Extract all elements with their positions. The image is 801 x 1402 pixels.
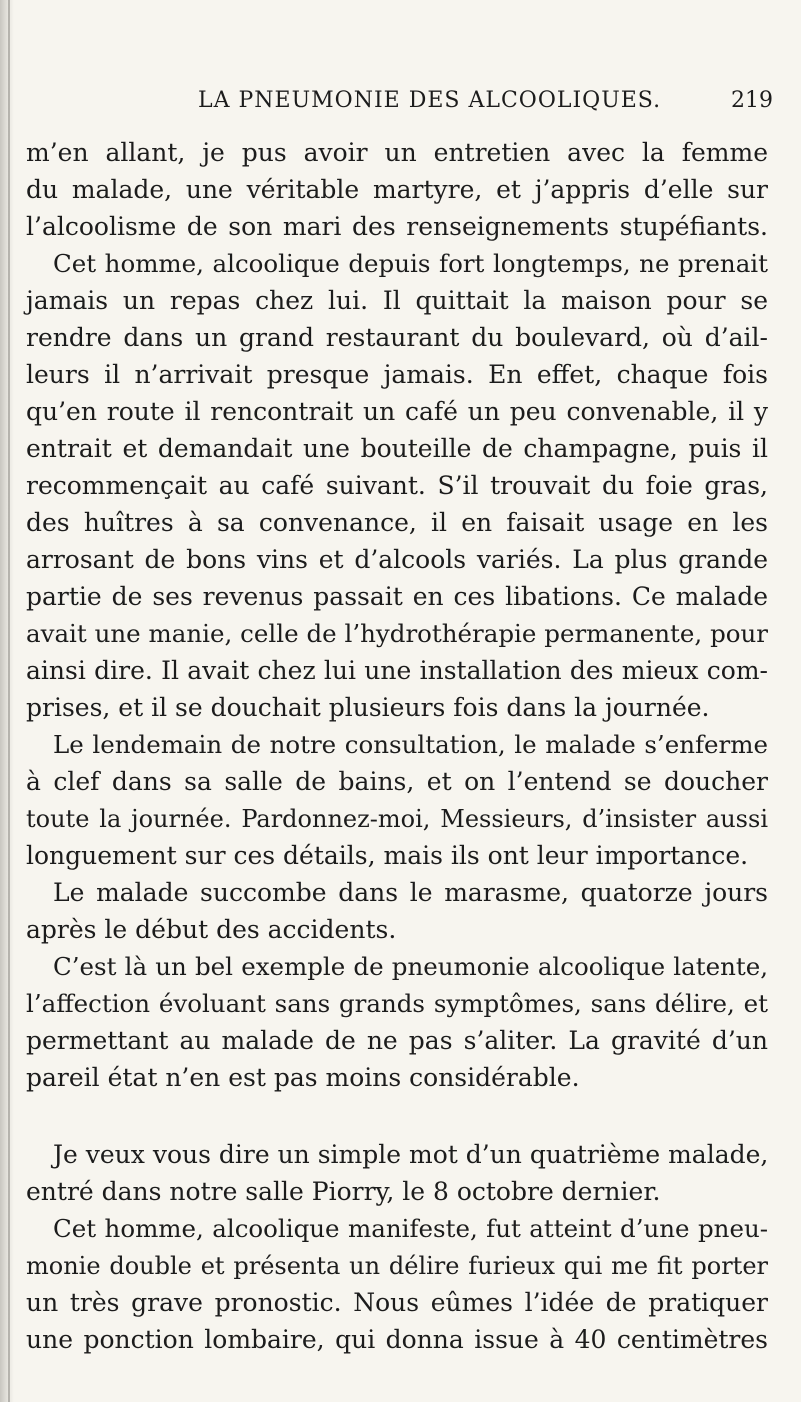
- running-title: LA PNEUMONIE DES ALCOOLIQUES.: [198, 88, 662, 113]
- text-line: C’est là un bel exemple de pneumonie alcoolique latente,: [53, 952, 768, 981]
- text-line: prises, et il se douchait plusieurs fois dans la journée.: [26, 693, 710, 722]
- text-line: une ponction lombaire, qui donna issue à 40 centimètres: [26, 1325, 768, 1354]
- text-line: l’alcoolisme de son mari des renseignements stupéfiants.: [26, 212, 768, 241]
- text-line: monie double et présenta un délire furieux qui me fit porter: [26, 1252, 768, 1280]
- text-line: entrait et demandait une bouteille de champagne, puis il: [26, 434, 768, 463]
- text-line: Je veux vous dire un simple mot d’un quatrième malade,: [53, 1140, 769, 1169]
- text-line: jamais un repas chez lui. Il quittait la maison pour se: [26, 286, 768, 315]
- text-line: ainsi dire. Il avait chez lui une installation des mieux com-: [26, 656, 768, 685]
- text-line: à clef dans sa salle de bains, et on l’entend se doucher: [26, 767, 768, 796]
- text-line: pareil état n’en est pas moins considérable.: [26, 1063, 580, 1092]
- text-line: un très grave pronostic. Nous eûmes l’idée de pratiquer: [26, 1288, 768, 1317]
- text-line: après le début des accidents.: [26, 915, 397, 944]
- text-line: Le malade succombe dans le marasme, quatorze jours: [53, 878, 768, 907]
- text-line: des huîtres à sa convenance, il en faisait usage en les: [26, 508, 768, 537]
- text-line: Le lendemain de notre consultation, le malade s’enferme: [53, 730, 768, 759]
- text-line: du malade, une véritable martyre, et j’appris d’elle sur: [26, 175, 768, 204]
- text-line: entré dans notre salle Piorry, le 8 octobre dernier.: [26, 1177, 661, 1206]
- text-line: m’en allant, je pus avoir un entretien avec la femme: [26, 138, 768, 167]
- text-line: longuement sur ces détails, mais ils ont leur importance.: [26, 841, 749, 870]
- page-binding-shadow: [0, 0, 14, 1402]
- text-line: leurs il n’arrivait presque jamais. En effet, chaque fois: [26, 360, 768, 389]
- text-line: Cet homme, alcoolique depuis fort longtemps, ne prenait: [53, 249, 768, 278]
- text-line: toute la journée. Pardonnez-moi, Messieurs, d’insister aussi: [26, 805, 768, 833]
- text-line: l’affection évoluant sans grands symptômes, sans délire, et: [26, 989, 768, 1018]
- page-number: 219: [731, 88, 773, 113]
- page-binding-edge: [8, 0, 10, 1402]
- text-line: qu’en route il rencontrait un café un peu convenable, il y: [26, 397, 768, 426]
- text-line: Cet homme, alcoolique manifeste, fut atteint d’une pneu-: [53, 1214, 768, 1243]
- text-line: permettant au malade de ne pas s’aliter. La gravité d’un: [26, 1026, 768, 1055]
- text-line: avait une manie, celle de l’hydrothérapie permanente, pour: [26, 619, 768, 648]
- text-line: recommençait au café suivant. S’il trouvait du foie gras,: [26, 471, 768, 500]
- text-line: partie de ses revenus passait en ces libations. Ce malade: [26, 582, 768, 611]
- text-line: rendre dans un grand restaurant du boulevard, où d’ail-: [26, 323, 768, 352]
- running-head: [0, 88, 801, 118]
- text-line: arrosant de bons vins et d’alcools variés. La plus grande: [26, 545, 768, 574]
